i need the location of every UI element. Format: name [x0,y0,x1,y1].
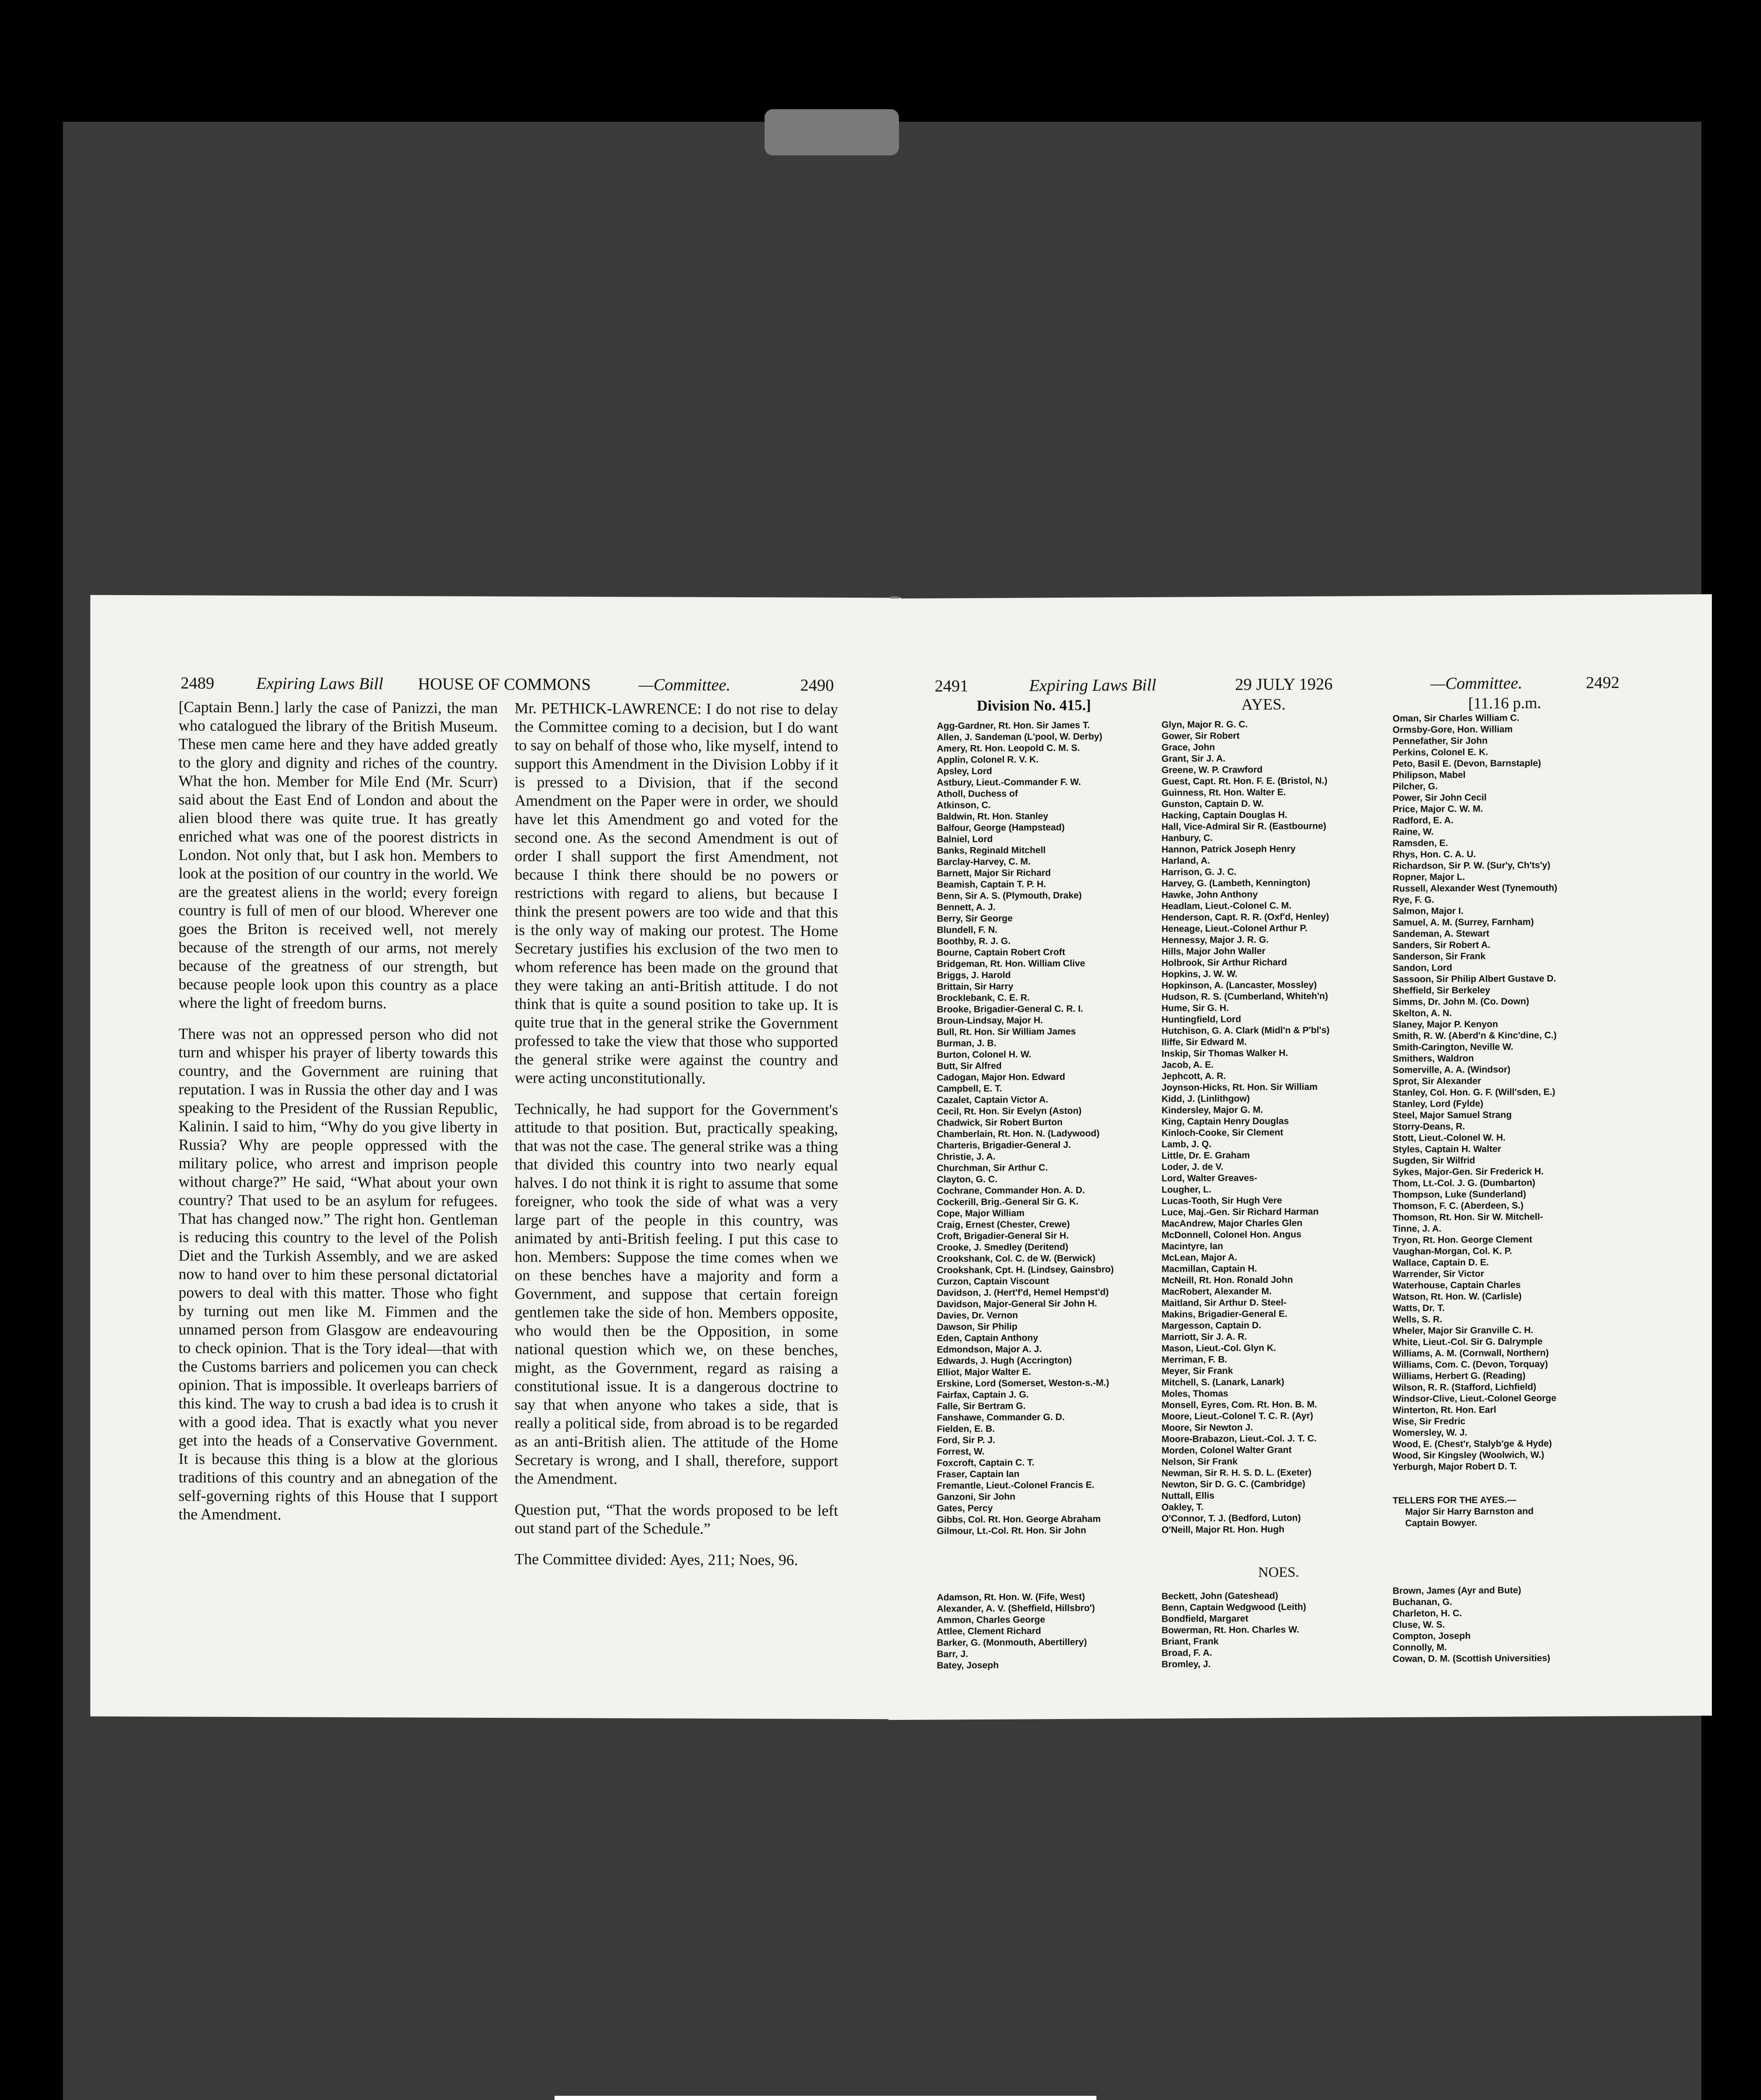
member-name: Cluse, W. S. [1393,1619,1445,1630]
noes-column-1 [937,1591,1159,1671]
member-name: Edmondson, Major A. J. [937,1344,1042,1355]
member-name: Smith-Carington, Neville W. [1393,1041,1514,1053]
member-name: Eden, Captain Anthony [937,1332,1038,1344]
member-name: McLean, Major A. [1162,1252,1238,1263]
member-name: Baldwin, Rt. Hon. Stanley [937,811,1049,822]
member-name: Apsley, Lord [937,765,992,777]
member-name: Barclay-Harvey, C. M. [937,856,1031,867]
member-name: Smithers, Waldron [1393,1053,1474,1064]
left-column-1 [179,698,498,1538]
member-name: Moore-Brabazon, Lieut.-Col. J. T. C. [1162,1433,1317,1444]
member-name: Oman, Sir Charles William C. [1393,712,1519,724]
member-name: Curzon, Captain Viscount [937,1276,1049,1287]
member-name: Headlam, Lieut.-Colonel C. M. [1162,900,1292,911]
member-name: Wood, E. (Chest'r, Stalyb'ge & Hyde) [1393,1438,1552,1449]
paragraph: There was not an oppressed person who did not turn and whisper his prayer of liberty towards this country, and the Government are ruining that reputation. I was in Russia the other day and I was speaking to the President of the Russian Republic, Kalinin. I said to him, “Why do you give liberty in Russia? Why are people oppressed with the military police, who arrest and imprison people without charge?” He said, “What about your own country? That used to be an asylum for refugees. That has changed now.” The right hon. Gentleman is reducing this country to the level of the Polish Diet and the Turkish Assembly, and we are asked now to hand over to him these personal dictatorial powers to deal with this matter. Those who fight by turning out men like M. Fimmen and the unnamed person from Glasgow are endeavouring to check opinion. That is the Tory ideal—that with the Customs barriers and policemen you can check opinion. That is impossible. It overleaps barriers of this kind. The way to crush a bad idea is to crush it with a good idea. That is exactly what you never get into the heads of a Conservative Government. It is because this thing is a blow at the glorious traditions of this country and an abnegation of the self-governing rights of this House that I support the Amendment. [179,1025,498,1524]
member-name: Storry-Deans, R. [1393,1121,1465,1132]
member-name: MacAndrew, Major Charles Glen [1162,1217,1303,1229]
member-name: Sprot, Sir Alexander [1393,1075,1481,1087]
member-name: Mason, Lieut.-Col. Glyn K. [1162,1342,1276,1354]
member-name: Somerville, A. A. (Windsor) [1393,1064,1511,1075]
member-name: Tinne, J. A. [1393,1223,1442,1234]
member-name: Benn, Captain Wedgwood (Leith) [1162,1601,1306,1613]
paragraph: Technically, he had support for the Government's attitude to that position. But, practically speaking, that was not the case. The general strike was a thing that divided this country into two nearly equal halves. I do not think it is right to assume that some foreigner, who took the side of what was a very large part of the people in this country, was animated by anti-British feeling. I put this case to hon. Members: Suppose the time comes when we on these benches have a majority and form a Government, and suppose that certain foreign gentlemen take the side of hon. Members opposite, who would then be the Opposition, in some national question which we, on these benches, might, as the Government, regard as raising a constitutional issue. It is a dangerous doctrine to say that when anyone who takes a side, that is really a political side, from abroad is to be regarded as an anti-British alien. The attitude of the Home Secretary is wrong, and I shall, therefore, support the Amendment. [515,1100,838,1488]
section-heading: —Committee. [639,675,731,694]
member-name: Lord, Walter Greaves- [1162,1172,1257,1184]
member-name: Barnett, Major Sir Richard [937,867,1051,879]
member-name: Crookshank, Col. C. de W. (Berwick) [937,1252,1096,1264]
member-name: Glyn, Major R. G. C. [1162,719,1248,730]
tellers-ayes [1393,1494,1628,1529]
member-name: Nelson, Sir Frank [1162,1456,1238,1467]
member-name: Gibbs, Col. Rt. Hon. George Abraham [937,1513,1101,1525]
running-title: Expiring Laws Bill [256,674,384,693]
member-name: Richardson, Sir P. W. (Sur'y, Ch'ts'y) [1393,859,1551,871]
member-name: Sanderson, Sir Frank [1393,950,1486,962]
member-name: Fraser, Captain Ian [937,1468,1020,1480]
member-name: Makins, Brigadier-General E. [1162,1308,1288,1320]
member-name: Christie, J. A. [937,1151,996,1162]
page-number-right: 2492 [1586,673,1619,692]
member-name: Benn, Sir A. S. (Plymouth, Drake) [937,890,1082,901]
member-name: Gates, Percy [937,1502,993,1514]
member-name: Kinloch-Cooke, Sir Clement [1162,1127,1283,1138]
member-name: Astbury, Lieut.-Commander F. W. [937,776,1081,788]
running-title: Expiring Laws Bill [1029,675,1156,695]
member-name: Charleton, H. C. [1393,1607,1462,1619]
member-name: Henderson, Capt. R. R. (Oxf'd, Henley) [1162,911,1329,923]
member-name: Croft, Brigadier-General Sir H. [937,1230,1069,1242]
member-name: Bowerman, Rt. Hon. Charles W. [1162,1624,1299,1635]
member-name: Atkinson, C. [937,799,991,811]
member-name: Rye, F. G. [1393,894,1435,905]
member-name: Fielden, E. B. [937,1423,995,1434]
page-number-right: 2490 [800,675,834,695]
member-name: Brooke, Brigadier-General C. R. I. [937,1003,1083,1015]
member-name: Margesson, Captain D. [1162,1320,1262,1331]
member-name: Barr, J. [937,1648,968,1659]
open-book [90,596,1720,1718]
member-name: Ropner, Major L. [1393,871,1465,882]
member-name: Connolly, M. [1393,1642,1447,1653]
member-name: Alexander, A. V. (Sheffield, Hillsbro') [937,1602,1095,1614]
left-column-2 [515,699,838,1583]
noes-column-2 [1162,1589,1388,1670]
left-page [90,595,901,1719]
member-name: Agg-Gardner, Rt. Hon. Sir James T. [937,719,1090,731]
member-name: Ormsby-Gore, Hon. William [1393,724,1513,735]
member-name: Power, Sir John Cecil [1393,792,1487,803]
member-name: Gower, Sir Robert [1162,730,1240,741]
member-name: Cazalet, Captain Victor A. [937,1094,1049,1105]
member-name: Sandeman, A. Stewart [1393,928,1490,939]
member-name: Styles, Captain H. Walter [1393,1143,1501,1155]
member-name: Sugden, Sir Wilfrid [1393,1155,1475,1166]
member-name: Nuttall, Ellis [1162,1490,1214,1501]
member-name: MacRobert, Alexander M. [1162,1286,1272,1297]
member-name: Greene, W. P. Crawford [1162,764,1263,775]
member-name: Thompson, Luke (Sunderland) [1393,1189,1526,1200]
member-name: Monsell, Eyres, Com. Rt. Hon. B. M. [1162,1399,1317,1410]
member-name: Tryon, Rt. Hon. George Clement [1393,1234,1532,1245]
member-name: Forrest, W. [937,1446,985,1457]
member-name: Raine, W. [1393,826,1434,837]
member-name: Dawson, Sir Philip [937,1321,1017,1332]
member-name: Salmon, Major I. [1393,905,1464,916]
member-name: Macintyre, Ian [1162,1240,1223,1252]
tellers-heading: TELLERS FOR THE AYES.— [1393,1494,1517,1506]
member-name: Bromley, J. [1162,1659,1211,1670]
member-name: Cadogan, Major Hon. Edward [937,1071,1065,1083]
member-name: Cockerill, Brig.-General Sir G. K. [937,1196,1079,1208]
member-name: Ammon, Charles George [937,1614,1045,1625]
member-name: Williams, Herbert G. (Reading) [1393,1370,1526,1381]
member-name: Jephcott, A. R. [1162,1070,1226,1082]
member-name: Briggs, J. Harold [937,969,1011,981]
member-name: Stanley, Lord (Fylde) [1393,1098,1483,1109]
member-name: Campbell, E. T. [937,1083,1002,1094]
member-name: Chamberlain, Rt. Hon. N. (Ladywood) [937,1128,1100,1139]
member-name: Jacob, A. E. [1162,1059,1214,1070]
member-name: Ford, Sir P. J. [937,1434,995,1446]
member-name: Samuel, A. M. (Surrey, Farnham) [1393,916,1534,928]
member-name: Hall, Vice-Admiral Sir R. (Eastbourne) [1162,820,1327,832]
member-name: King, Captain Henry Douglas [1162,1116,1289,1127]
member-name: Grant, Sir J. A. [1162,753,1226,764]
section-heading: —Committee. [1430,673,1522,693]
member-name: Moles, Thomas [1162,1388,1228,1399]
member-name: Cecil, Rt. Hon. Sir Evelyn (Aston) [937,1105,1082,1117]
member-name: White, Lieut.-Col. Sir G. Dalrymple [1393,1336,1543,1347]
member-name: Holbrook, Sir Arthur Richard [1162,957,1287,968]
member-name: Fremantle, Lieut.-Colonel Francis E. [937,1479,1095,1491]
member-name: Skelton, A. N. [1393,1008,1452,1018]
member-name: Bridgeman, Rt. Hon. William Clive [937,958,1086,969]
member-name: Cope, Major William [937,1208,1025,1219]
member-name: Crookshank, Cpt. H. (Lindsey, Gainsbro) [937,1264,1114,1276]
member-name: Peto, Basil E. (Devon, Barnstaple) [1393,757,1541,769]
member-name: Clayton, G. C. [937,1173,998,1185]
member-name: Hopkinson, A. (Lancaster, Mossley) [1162,979,1317,991]
member-name: Guest, Capt. Rt. Hon. F. E. (Bristol, N.) [1162,775,1327,787]
member-name: Brittain, Sir Harry [937,981,1014,992]
member-name: Philipson, Mabel [1393,769,1466,780]
member-name: Bennett, A. J. [937,901,996,913]
member-name: Bourne, Captain Robert Croft [937,946,1065,958]
member-name: Hopkins, J. W. W. [1162,968,1238,979]
member-name: Waterhouse, Captain Charles [1393,1279,1521,1291]
date-heading: 29 JULY 1926 [1235,674,1333,694]
member-name: Mitchell, S. (Lanark, Lanark) [1162,1376,1285,1388]
member-name: Burton, Colonel H. W. [937,1049,1031,1060]
member-name: Beckett, John (Gateshead) [1162,1590,1278,1601]
house-heading: HOUSE OF COMMONS [418,674,591,694]
microfilm-label [555,2096,1096,2100]
member-name: Cowan, D. M. (Scottish Universities) [1393,1652,1551,1664]
member-name: Davies, Dr. Vernon [937,1310,1018,1321]
member-name: Hills, Major John Waller [1162,945,1266,957]
member-name: Hennessy, Major J. R. G. [1162,934,1269,945]
member-name: Butt, Sir Alfred [937,1060,1002,1071]
member-name: Boothby, R. J. G. [937,935,1011,947]
member-name: Fanshawe, Commander G. D. [937,1411,1065,1423]
member-name: Moore, Sir Newton J. [1162,1422,1253,1433]
page-number-left: 2489 [181,673,214,693]
member-name: Morden, Colonel Walter Grant [1162,1444,1292,1456]
member-name: Watson, Rt. Hon. W. (Carlisle) [1393,1291,1522,1302]
member-name: Ganzoni, Sir John [937,1491,1016,1502]
member-name: Wells, S. R. [1393,1314,1443,1325]
member-name: Lougher, L. [1162,1184,1212,1195]
member-name: Gilmour, Lt.-Col. Rt. Hon. Sir John [937,1525,1086,1536]
member-name: Smith, R. W. (Aberd'n & Kinc'dine, C.) [1393,1029,1557,1041]
ayes-column-3 [1393,711,1628,1473]
teller-name: Captain Bowyer. [1405,1517,1477,1528]
member-name: Pilcher, G. [1393,781,1438,792]
member-name: Berry, Sir George [937,913,1013,924]
member-name: Harrison, G. J. C. [1162,866,1237,877]
member-name: Vaughan-Morgan, Col. K. P. [1393,1245,1512,1257]
member-name: Thomson, F. C. (Aberdeen, S.) [1393,1200,1524,1211]
member-name: Wilson, R. R. (Stafford, Lichfield) [1393,1381,1537,1393]
member-name: Oakley, T. [1162,1502,1204,1512]
member-name: Wise, Sir Fredric [1393,1415,1466,1427]
member-name: Broun-Lindsay, Major H. [937,1015,1043,1026]
member-name: Slaney, Major P. Kenyon [1393,1018,1498,1030]
member-name: Yerburgh, Major Robert D. T. [1393,1461,1517,1472]
member-name: Guinness, Rt. Hon. Walter E. [1162,787,1286,798]
member-name: Atholl, Duchess of [937,788,1018,799]
division-number: Division No. 415.] [977,696,1091,714]
member-name: Bondfield, Margaret [1162,1613,1248,1624]
member-name: Sykes, Major-Gen. Sir Frederick H. [1393,1166,1544,1177]
member-name: Hudson, R. S. (Cumberland, Whiteh'n) [1162,990,1328,1002]
member-name: Allen, J. Sandeman (L'pool, W. Derby) [937,731,1102,743]
member-name: Rhys, Hon. C. A. U. [1393,848,1476,860]
member-name: Sanders, Sir Robert A. [1393,939,1490,950]
member-name: Beamish, Captain T. P. H. [937,879,1046,890]
member-name: Fairfax, Captain J. G. [937,1389,1029,1400]
member-name: Watts, Dr. T. [1393,1302,1445,1313]
member-name: Hacking, Captain Douglas H. [1162,809,1288,821]
member-name: Batey, Joseph [937,1659,999,1671]
member-name: Marriott, Sir J. A. R. [1162,1331,1247,1342]
right-page [888,594,1712,1720]
member-name: Sandon, Lord [1393,962,1452,973]
teller-name: Major Sir Harry Barnston and [1405,1506,1534,1517]
member-name: Davidson, J. (Hert'f'd, Hemel Hempst'd) [937,1286,1109,1298]
member-name: Adamson, Rt. Hon. W. (Fife, West) [937,1591,1085,1603]
member-name: Briant, Frank [1162,1636,1219,1647]
member-name: Grace, John [1162,742,1215,753]
ayes-column-1 [937,719,1159,1537]
member-name: Perkins, Colonel E. K. [1393,746,1488,758]
member-name: Balniel, Lord [937,833,993,845]
member-name: Elliot, Major Walter E. [937,1366,1031,1378]
ayes-column-2 [1162,718,1388,1536]
member-name: Hume, Sir G. H. [1162,1002,1229,1013]
member-name: Churchman, Sir Arthur C. [937,1162,1048,1173]
member-name: Sassoon, Sir Philip Albert Gustave D. [1393,973,1556,984]
member-name: Edwards, J. Hugh (Accrington) [937,1354,1072,1366]
member-name: Wood, Sir Kingsley (Woolwich, W.) [1393,1449,1544,1461]
member-name: Thomson, Rt. Hon. Sir W. Mitchell- [1393,1211,1543,1223]
member-name: Huntingfield, Lord [1162,1013,1241,1025]
member-name: Banks, Reginald Mitchell [937,845,1046,856]
member-name: Hannon, Patrick Joseph Henry [1162,843,1296,855]
member-name: Buchanan, G. [1393,1596,1452,1607]
member-name: McDonnell, Colonel Hon. Angus [1162,1228,1301,1240]
member-name: Newman, Sir R. H. S. D. L. (Exeter) [1162,1467,1312,1478]
member-name: Steel, Major Samuel Strang [1393,1109,1512,1121]
member-name: Erskine, Lord (Somerset, Weston-s.-M.) [937,1377,1109,1389]
ayes-heading: AYES. [1241,696,1286,714]
paragraph: The Committee divided: Ayes, 211; Noes, 96. [515,1551,798,1569]
member-name: Inskip, Sir Thomas Walker H. [1162,1047,1288,1059]
member-name: Burman, J. B. [937,1037,996,1049]
member-name: Bull, Rt. Hon. Sir William James [937,1026,1076,1037]
member-name: Williams, Com. C. (Devon, Torquay) [1393,1358,1548,1370]
member-name: Pennefather, Sir John [1393,735,1488,746]
member-name: Craig, Ernest (Chester, Crewe) [937,1218,1070,1230]
noes-heading: NOES. [1258,1564,1299,1580]
member-name: Harland, A. [1162,855,1210,866]
member-name: Harvey, G. (Lambeth, Kennington) [1162,877,1311,889]
paragraph: [Captain Benn.] larly the case of Panizzi, the man who catalogued the library of the British Museum. These men came here and they have added greatly to the glory and dignity and riches of the country. What the hon. Member for Mile End (Mr. Scurr) said about the East End of London and about the alien blood there was quite true. It has greatly enriched what was one of the poorest districts in London. Not only that, but I ask hon. Members to look at the position of our country in the world. We are the greatest aliens in the world; every foreign country is full of men of our blood. Wherever one goes the Briton is received well, not merely because of the strength of our arms, not merely because of the greatness of our strength, but because people look upon this country as a place where the light of freedom burns. [179,698,498,1013]
member-name: Thom, Lt.-Col. J. G. (Dumbarton) [1393,1177,1535,1189]
member-name: Falle, Sir Bertram G. [937,1400,1026,1412]
member-name: Russell, Alexander West (Tynemouth) [1393,882,1558,894]
member-name: Newton, Sir D. G. C. (Cambridge) [1162,1478,1306,1490]
member-name: Amery, Rt. Hon. Leopold C. M. S. [937,742,1080,754]
member-name: Winterton, Rt. Hon. Earl [1393,1404,1496,1415]
member-name: Cochrane, Commander Hon. A. D. [937,1184,1085,1196]
member-name: Hanbury, C. [1162,832,1213,843]
member-name: Macmillan, Captain H. [1162,1263,1257,1274]
member-name: Joynson-Hicks, Rt. Hon. Sir William [1162,1081,1318,1093]
member-name: Windsor-Clive, Lieut.-Colonel George [1393,1392,1556,1404]
member-name: O'Neill, Major Rt. Hon. Hugh [1162,1524,1285,1535]
member-name: Warrender, Sir Victor [1393,1268,1484,1279]
member-name: Moore, Lieut.-Colonel T. C. R. (Ayr) [1162,1410,1313,1422]
member-name: Kindersley, Major G. M. [1162,1104,1263,1116]
member-name: Barker, G. (Monmouth, Abertillery) [937,1636,1087,1648]
member-name: Loder, J. de V. [1162,1161,1224,1172]
member-name: Heneage, Lieut.-Colonel Arthur P. [1162,922,1308,934]
member-name: Lucas-Tooth, Sir Hugh Vere [1162,1195,1282,1206]
member-name: Womersley, W. J. [1393,1427,1467,1438]
division-time: [11.16 p.m. [1468,694,1541,712]
member-name: Crooke, J. Smedley (Deritend) [937,1241,1068,1253]
paragraph: Mr. PETHICK-LAWRENCE: I do not rise to delay the Committee coming to a decision, but I do want to say on behalf of those who, like myself, intend to support this Amendment in the Division Lobby if it is pressed to a Division, that if the second Amendment on the Paper were in order, we should have let this Amendment go and voted for the second one. As the second Amendment is out of order I shall support the first Amendment, not because I think there should be no powers or restrictions with regard to aliens, but because I think the present powers are too wide and that this is the only way of making our protest. The Home Secretary justifies his exclusion of the two men to whom reference has been made on the ground that they were taking an anti-British attitude. I do not think that is quite a sound position to take up. It is quite true that in the general strike the Government professed to take the view that those who supported the general strike were against the country and were acting unconstitutionally. [515,700,838,1087]
member-name: Brocklebank, C. E. R. [937,992,1030,1003]
member-name: Broad, F. A. [1162,1647,1212,1658]
member-name: Compton, Joseph [1393,1630,1471,1641]
member-name: Balfour, George (Hampstead) [937,822,1065,833]
member-name: Stanley, Col. Hon. G. F. (Will'sden, E.) [1393,1086,1556,1098]
member-name: Foxcroft, Captain C. T. [937,1457,1035,1468]
film-clip [765,109,899,155]
member-name: Kidd, J. (Linlithgow) [1162,1093,1250,1104]
member-name: Wallace, Captain D. E. [1393,1257,1489,1268]
member-name: Lamb, J. Q. [1162,1139,1212,1150]
member-name: Blundell, F. N. [937,924,998,935]
page-number-left: 2491 [935,676,968,696]
member-name: Price, Major C. W. M. [1393,803,1483,814]
member-name: Radford, E. A. [1393,815,1453,826]
member-name: Stott, Lieut.-Colonel W. H. [1393,1132,1506,1143]
member-name: Charteris, Brigadier-General J. [937,1139,1071,1151]
member-name: Williams, A. M. (Cornwall, Northern) [1393,1347,1549,1359]
member-name: Merriman, F. B. [1162,1354,1227,1365]
member-name: Luce, Maj.-Gen. Sir Richard Harman [1162,1206,1319,1218]
member-name: Applin, Colonel R. V. K. [937,754,1039,765]
member-name: Meyer, Sir Frank [1162,1365,1233,1376]
member-name: Simms, Dr. John M. (Co. Down) [1393,996,1530,1007]
member-name: Maitland, Sir Arthur D. Steel- [1162,1297,1287,1308]
noes-column-3 [1393,1584,1628,1664]
member-name: Little, Dr. E. Graham [1162,1150,1250,1161]
member-name: Davidson, Major-General Sir John H. [937,1298,1097,1310]
member-name: Hawke, John Anthony [1162,889,1258,900]
member-name: Attlee, Clement Richard [937,1625,1041,1637]
member-name: Ramsden, E. [1393,837,1448,848]
member-name: Brown, James (Ayr and Bute) [1393,1585,1522,1596]
member-name: Wheler, Major Sir Granville C. H. [1393,1325,1533,1336]
member-name: Hutchison, G. A. Clark (Midl'n & P'bl's) [1162,1024,1330,1036]
paragraph: Question put, “That the words proposed to be left out stand part of the Schedule.” [515,1501,838,1538]
member-name: O'Connor, T. J. (Bedford, Luton) [1162,1512,1301,1524]
member-name: Chadwick, Sir Robert Burton [937,1116,1063,1128]
member-name: Gunston, Captain D. W. [1162,798,1264,809]
member-name: Iliffe, Sir Edward M. [1162,1036,1247,1047]
member-name: McNeill, Rt. Hon. Ronald John [1162,1274,1293,1286]
member-name: Sheffield, Sir Berkeley [1393,984,1490,996]
